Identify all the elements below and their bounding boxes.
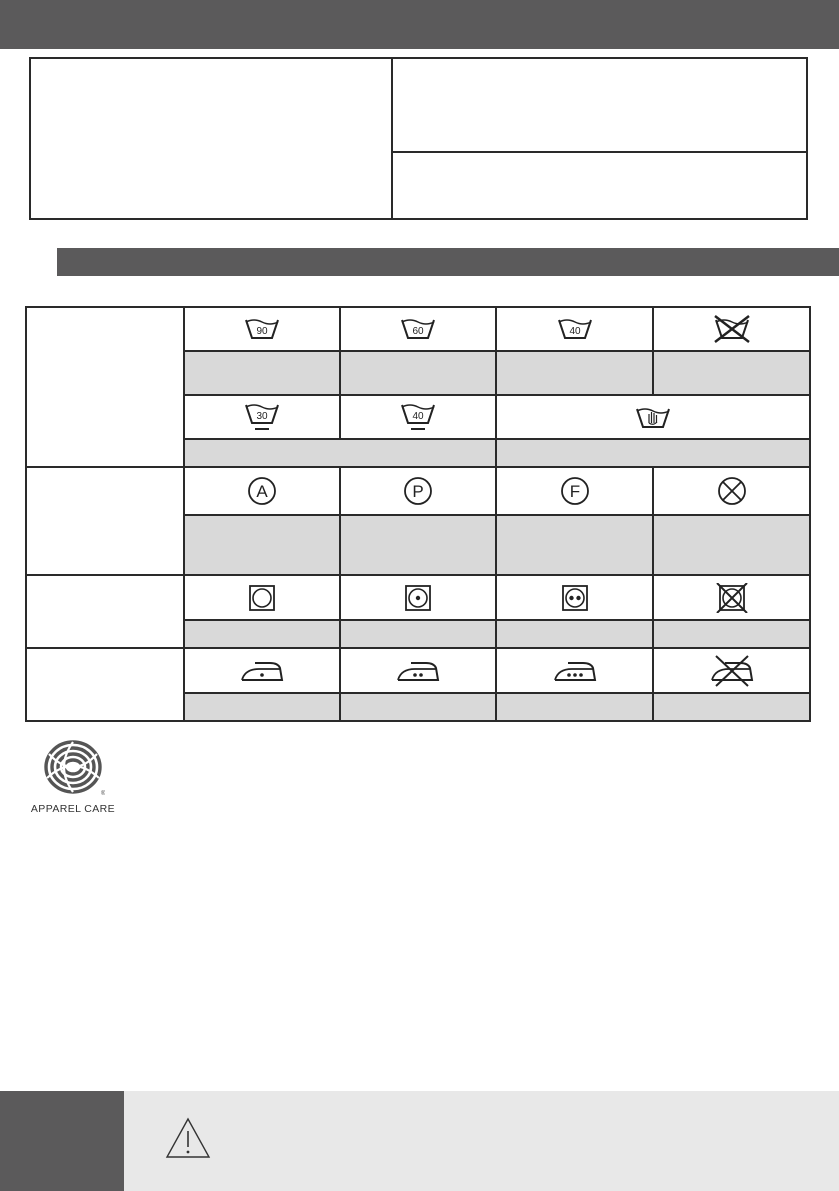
- warning-triangle-icon: [164, 1116, 212, 1160]
- wash-temp-label: 40: [568, 326, 581, 337]
- symbol-cell: [496, 467, 653, 515]
- footer-warning-panel: [124, 1091, 839, 1191]
- symbol-cell: [340, 648, 496, 693]
- wash-temp-label: 90: [256, 326, 268, 337]
- symbol-cell: [184, 307, 340, 351]
- wash-tub-icon: [556, 316, 594, 342]
- symbol-cell: [184, 648, 340, 693]
- symbol-cell: [653, 307, 810, 351]
- description-cell: [653, 693, 810, 721]
- symbol-cell: [496, 575, 653, 620]
- dry-clean-letter: P: [412, 482, 424, 501]
- description-cell: [496, 351, 653, 395]
- wash-tub-gentle-icon: [399, 401, 437, 433]
- dry-clean-letter: A: [256, 482, 268, 501]
- wash-temp-label: 30: [256, 411, 268, 422]
- symbol-cell: [340, 307, 496, 351]
- iron-medium-icon: [395, 659, 441, 683]
- symbol-cell: [340, 395, 496, 439]
- tumble-dry-high-icon: [561, 584, 589, 612]
- description-cell: [340, 351, 496, 395]
- info-box-divider-vertical: [391, 59, 393, 218]
- description-cell: [496, 515, 653, 575]
- symbol-cell: [653, 575, 810, 620]
- wash-tub-icon: [243, 316, 281, 342]
- symbol-cell: [184, 395, 340, 439]
- do-not-wash-icon: [711, 314, 753, 344]
- symbol-cell: [496, 648, 653, 693]
- description-cell: [340, 620, 496, 648]
- wash-tub-gentle-icon: [243, 401, 281, 433]
- description-cell: [184, 351, 340, 395]
- dry-clean-circle-icon: [402, 475, 434, 507]
- description-cell: [653, 515, 810, 575]
- symbol-cell: [496, 395, 810, 439]
- symbol-cell: [340, 467, 496, 515]
- description-cell: [496, 620, 653, 648]
- footer-tab: [0, 1091, 124, 1191]
- tumble-dry-icon: [248, 584, 276, 612]
- description-cell: [184, 515, 340, 575]
- description-cell: [340, 515, 496, 575]
- hand-wash-icon: [634, 403, 672, 431]
- description-cell: [340, 693, 496, 721]
- symbol-cell: [653, 467, 810, 515]
- do-not-iron-icon: [708, 654, 756, 688]
- symbol-cell: [496, 307, 653, 351]
- wash-tub-icon: [399, 316, 437, 342]
- section-heading-bar: [57, 248, 839, 276]
- info-box-divider-horizontal: [391, 151, 806, 153]
- header-bar: [0, 0, 839, 49]
- symbol-cell: [184, 575, 340, 620]
- wash-temp-label: 40: [412, 411, 424, 422]
- dry-clean-circle-icon: [246, 475, 278, 507]
- do-not-tumble-dry-icon: [716, 583, 748, 613]
- description-cell: [653, 620, 810, 648]
- do-not-dry-clean-icon: [716, 475, 748, 507]
- description-cell: [496, 439, 810, 467]
- apparel-care-logo: [27, 740, 119, 818]
- iron-low-icon: [239, 659, 285, 683]
- woolmark-icon: [41, 740, 105, 798]
- dry-clean-circle-icon: [559, 475, 591, 507]
- dry-clean-letter: F: [569, 482, 580, 501]
- wash-temp-label: 60: [412, 326, 424, 337]
- apparel-care-label: APPAREL CARE: [30, 803, 116, 815]
- washing-label-cell: [26, 307, 184, 467]
- description-cell: [184, 620, 340, 648]
- symbol-cell: [340, 575, 496, 620]
- registered-mark: ®: [101, 791, 105, 797]
- description-cell: [496, 693, 653, 721]
- care-symbols-table: [25, 306, 811, 722]
- dry-cleaning-label-cell: [26, 467, 184, 575]
- tumble-dry-low-icon: [404, 584, 432, 612]
- description-cell: [184, 693, 340, 721]
- description-cell: [184, 439, 496, 467]
- symbol-cell: [184, 467, 340, 515]
- iron-high-icon: [552, 659, 598, 683]
- ironing-label-cell: [26, 648, 184, 721]
- tumble-drying-label-cell: [26, 575, 184, 648]
- description-cell: [653, 351, 810, 395]
- info-box: [29, 57, 808, 220]
- symbol-cell: [653, 648, 810, 693]
